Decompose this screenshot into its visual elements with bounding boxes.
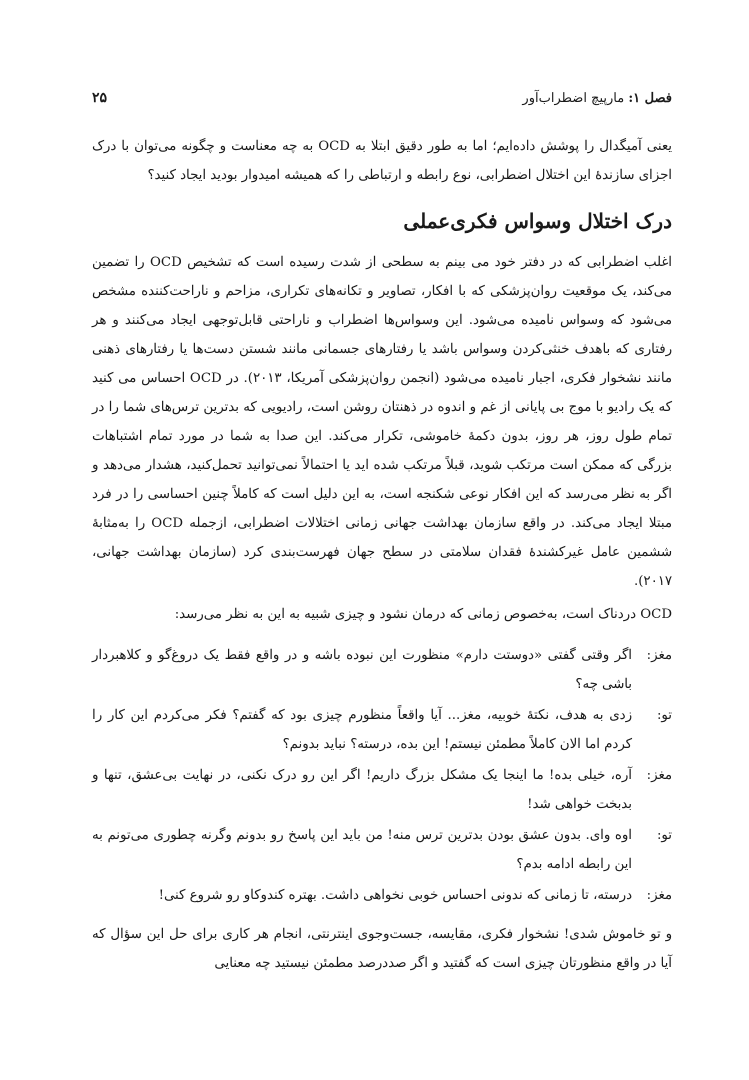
book-page bbox=[92, 90, 672, 978]
closing-paragraph: و تو خاموش شدی! نشخوار فکری، مقایسه، جست‌وجوی اینترنتی، انجام هر کاری برای حل این سؤال که آیا در واقع منظورتان چیزی است که گفتید و اگر صددرصد مطمئن نیستید چه معنایی bbox=[92, 927, 672, 971]
speaker-label: تو: bbox=[656, 708, 672, 723]
chapter-prefix: فصل ۱: bbox=[628, 91, 672, 106]
speaker-label: مغز: bbox=[646, 648, 672, 663]
utterance-text: اگر وقتی گفتی «دوستت دارم» منظورت این نبوده باشه و در واقع فقط یک دروغ‌گو و کلاهبردار باشی چه؟ bbox=[92, 648, 632, 692]
chapter-name: مارپیچ اضطراب‌آور bbox=[522, 91, 625, 106]
utterance-text: زدی به هدف، نکتهٔ خوبیه، مغز... آیا واقعاً منظورم چیزی بود که گفتم؟ فکر می‌کردم این کار را کردم اما الان کاملاً مطمئن نیستم! این بده، درسته؟ نباید بدونم؟ bbox=[92, 708, 632, 752]
dialogue bbox=[92, 641, 672, 910]
dialogue-turn bbox=[92, 701, 672, 759]
dialogue-turn bbox=[92, 641, 672, 699]
dialogue-turn bbox=[92, 821, 672, 879]
section-heading: درک اختلال وسواس فکری‌عملی bbox=[403, 209, 672, 233]
dialogue-turn bbox=[92, 761, 672, 819]
intro-paragraph: یعنی آمیگدال را پوشش داده‌ایم؛ اما به طور دقیق ابتلا به OCD به چه معناست و چگونه می‌توان با درک اجزای سازندهٔ این اختلال اضطرابی، نوع رابطه و ارتباطی را که همیشه امیدوار بودید ایجاد کنید؟ bbox=[92, 139, 672, 183]
speaker-label: تو: bbox=[656, 828, 672, 843]
lead-in-paragraph: OCD دردناک است، به‌خصوص زمانی که درمان نشود و چیزی شبیه به این به نظر می‌رسد: bbox=[174, 607, 672, 622]
chapter-title bbox=[522, 91, 672, 106]
page-number: ۲۵ bbox=[92, 90, 108, 106]
dialogue-turn bbox=[92, 881, 672, 910]
utterance-text: درسته، تا زمانی که ندونی احساس خوبی نخواهی داشت. بهتره کندوکاو رو شروع کنی! bbox=[158, 888, 632, 903]
speaker-label: مغز: bbox=[646, 768, 672, 783]
speaker-label: مغز: bbox=[646, 888, 672, 903]
utterance-text: اوه وای. بدون عشق بودن بدترین ترس منه! من باید این پاسخ رو بدونم وگرنه چطوری می‌تونم به این رابطه ادامه بدم؟ bbox=[92, 828, 632, 872]
utterance-text: آره، خیلی بده! ما اینجا یک مشکل بزرگ داریم! اگر این رو درک نکنی، در نهایت بی‌عشق، تنها و بدبخت خواهی شد! bbox=[92, 768, 632, 812]
running-head bbox=[92, 90, 672, 106]
body-paragraph: اغلب اضطرابی که در دفتر خود می بینم به سطحی از شدت رسیده است که تشخیص OCD را تضمین می‌کند، یک موقعیت روان‌پزشکی که با افکار، تصاویر و تکانه‌های تکراری، مزاحم و ناراحت‌کننده مشخص می‌شود که وسواس نامیده می‌شود. این وسواس‌ها اضطراب و ناراحتی قابل‌توجهی ایجاد می‌کنند و هر رفتاری که باهدف خنثی‌کردن وسواس باشد یا رفتارهای جسمانی مانند شستن دست‌ها یا رفتارهای ذهنی مانند نشخوار فکری، اجبار نامیده می‌شود (انجمن روان‌پزشکی آمریکا، ۲۰۱۳). در OCD احساس می کنید که یک رادیو با موج بی پایانی از غم و اندوه در ذهنتان روشن است، رادیویی که بدترین ترس‌های شما را در تمام طول روز، هر روز، بدون دکمهٔ خاموشی، تکرار می‌کند. این صدا به شما در مورد تمام اشتباهات بزرگی که ممکن است مرتکب شوید، قبلاً مرتکب شده اید یا احتمالاً نمی‌توانید تحمل‌کنید، هشدار می‌دهد و اگر به نظر می‌رسد که این افکار نوعی شکنجه است، به این دلیل است که کاملاً چنین احساسی را در فرد مبتلا ایجاد می‌کند. در واقع سازمان بهداشت جهانی زمانی اختلالات اضطرابی، ازجمله OCD را به‌مثابهٔ ششمین عامل غیرکشندهٔ فقدان سلامتی در سطح جهان فهرست‌بندی کرد (سازمان بهداشت جهانی، ۲۰۱۷). bbox=[92, 255, 673, 589]
